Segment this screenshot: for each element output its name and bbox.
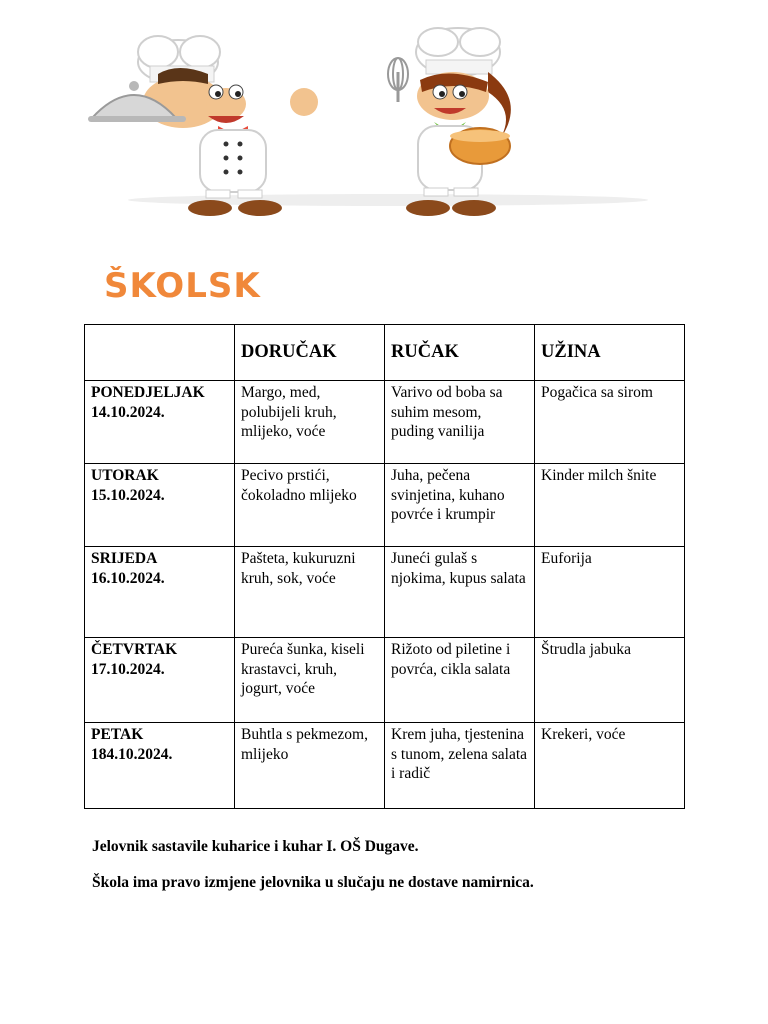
breakfast-cell: Pureća šunka, kiseli krastavci, kruh, jogurt, voće: [235, 638, 385, 723]
day-name: PETAK: [91, 726, 144, 743]
day-name: UTORAK: [91, 467, 159, 484]
column-header-lunch: RUČAK: [385, 325, 535, 381]
day-date: 14.10.2024.: [91, 403, 165, 421]
day-date: 184.10.2024.: [91, 745, 173, 763]
chefs-illustration: [88, 22, 658, 227]
day-cell: [85, 723, 235, 809]
day-name: SRIJEDA: [91, 550, 158, 567]
chef-boy-with-cloche-icon: [88, 36, 318, 216]
table-row: [85, 381, 685, 464]
snack-cell: Euforija: [535, 547, 685, 638]
menu-table: [84, 324, 685, 809]
day-date: 17.10.2024.: [91, 660, 165, 678]
lunch-cell: Rižoto od piletine i povrća, cikla salata: [385, 638, 535, 723]
footer-note-author: Jelovnik sastavile kuharice i kuhar I. OŠ Dugave.: [92, 838, 419, 855]
column-header-snack: UŽINA: [535, 325, 685, 381]
table-row: [85, 464, 685, 547]
lunch-cell: Juneći gulaš s njokima, kupus salata: [385, 547, 535, 638]
snack-cell: Štrudla jabuka: [535, 638, 685, 723]
chef-girl-with-whisk-icon: [388, 28, 511, 216]
breakfast-cell: Buhtla s pekmezom, mlijeko: [235, 723, 385, 809]
table-row: [85, 723, 685, 809]
header-row: [85, 325, 685, 381]
table-row: [85, 638, 685, 723]
table-row: [85, 547, 685, 638]
page-title: ŠKOLSK: [104, 266, 261, 306]
snack-cell: Pogačica sa sirom: [535, 381, 685, 464]
day-cell: [85, 638, 235, 723]
day-cell: [85, 464, 235, 547]
footer-note-disclaimer: Škola ima pravo izmjene jelovnika u slučaju ne dostave namirnica.: [92, 874, 534, 891]
day-cell: [85, 547, 235, 638]
snack-cell: Krekeri, voće: [535, 723, 685, 809]
column-header-day: [85, 325, 235, 381]
breakfast-cell: Pecivo prstići, čokoladno mlijeko: [235, 464, 385, 547]
day-name: PONEDJELJAK: [91, 384, 205, 401]
day-date: 15.10.2024.: [91, 486, 165, 504]
day-date: 16.10.2024.: [91, 569, 165, 587]
snack-cell: Kinder milch šnite: [535, 464, 685, 547]
column-header-breakfast: DORUČAK: [235, 325, 385, 381]
breakfast-cell: Pašteta, kukuruzni kruh, sok, voće: [235, 547, 385, 638]
day-cell: [85, 381, 235, 464]
lunch-cell: Juha, pečena svinjetina, kuhano povrće i krumpir: [385, 464, 535, 547]
lunch-cell: Varivo od boba sa suhim mesom, puding vanilija: [385, 381, 535, 464]
breakfast-cell: Margo, med, polubijeli kruh, mlijeko, voće: [235, 381, 385, 464]
lunch-cell: Krem juha, tjestenina s tunom, zelena salata i radič: [385, 723, 535, 809]
day-name: ČETVRTAK: [91, 641, 178, 658]
